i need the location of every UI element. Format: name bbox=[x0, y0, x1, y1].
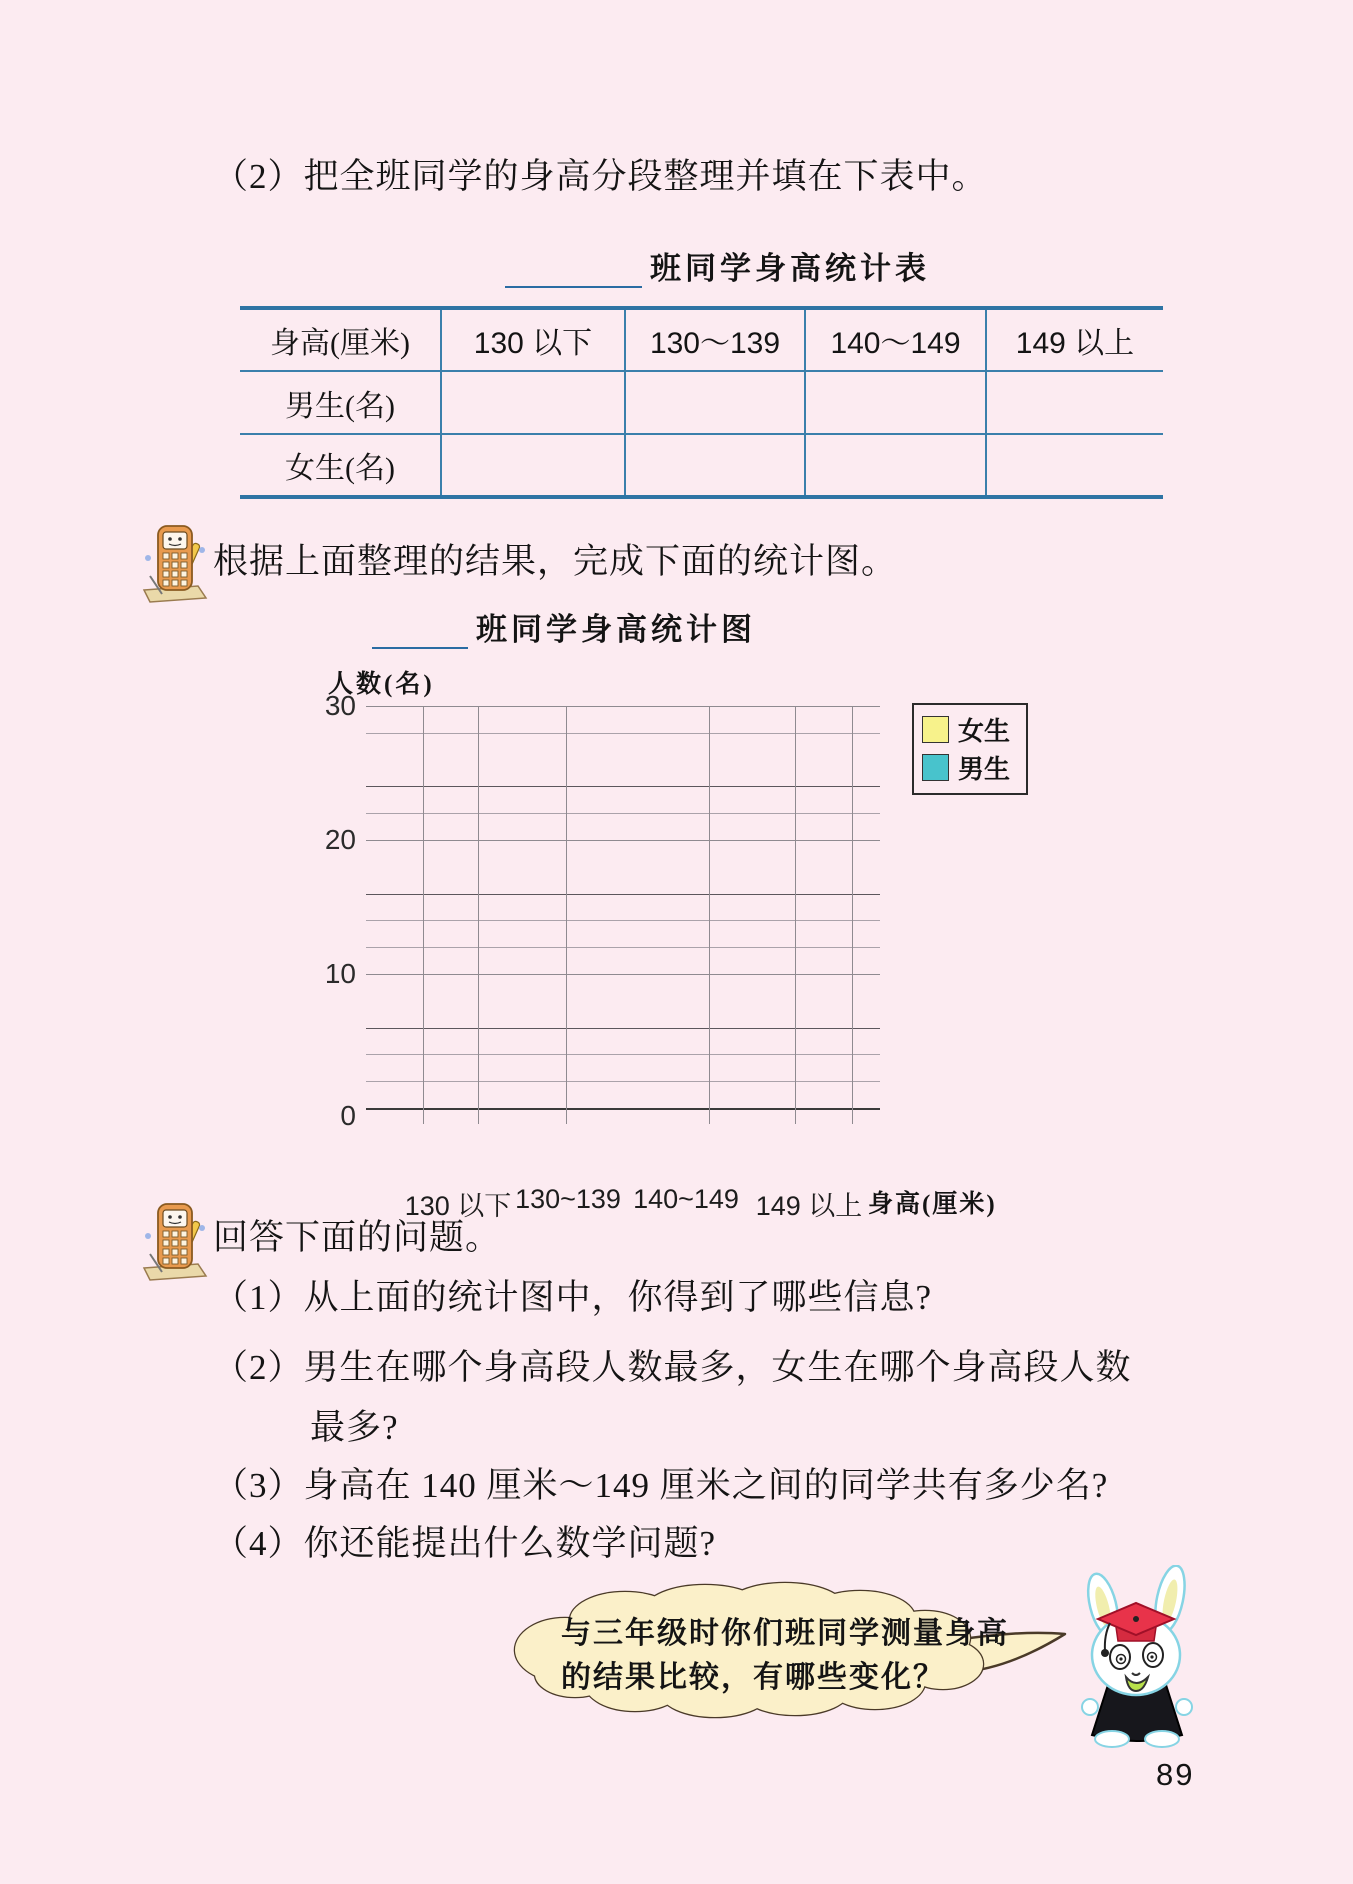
table-title: 班同学身高统计表 bbox=[650, 251, 930, 286]
bubble-text-line2: 的结果比较，有哪些变化？ bbox=[561, 1661, 945, 1694]
girls-cell-4[interactable] bbox=[987, 435, 1163, 495]
header-height: 身高(厘米) bbox=[240, 310, 442, 370]
height-statistics-table bbox=[240, 306, 1163, 499]
boys-cell-4[interactable] bbox=[987, 372, 1163, 433]
header-over149: 149 以上 bbox=[1015, 327, 1135, 360]
boys-cell-3[interactable] bbox=[806, 372, 987, 433]
chart-plot bbox=[324, 690, 880, 1221]
gridline-major bbox=[366, 974, 880, 975]
y-tick-label: 30 bbox=[324, 690, 356, 721]
row-label-boys: 男生(名) bbox=[240, 372, 442, 433]
chart-legend bbox=[912, 703, 1028, 795]
gridline-major bbox=[366, 840, 880, 841]
y-axis-label: 人数(名) bbox=[328, 671, 435, 698]
chart-title-block bbox=[372, 604, 756, 649]
legend-item-girls bbox=[922, 715, 1011, 746]
legend-label-girls: 女生 bbox=[958, 716, 1011, 746]
question-2-numbering: （2） bbox=[213, 1348, 304, 1387]
question-2-continuation: 最多? bbox=[310, 1408, 399, 1447]
question-4 bbox=[213, 1522, 716, 1566]
gridline-vertical bbox=[423, 706, 424, 1124]
table-title-blank[interactable] bbox=[505, 248, 642, 288]
question-1-numbering: （1） bbox=[213, 1278, 304, 1317]
chart-title-blank[interactable] bbox=[372, 613, 468, 649]
speech-bubble bbox=[505, 1578, 1085, 1723]
bubble-text-line1: 与三年级时你们班同学测量身高 bbox=[561, 1617, 1009, 1650]
table-row-boys bbox=[240, 370, 1163, 433]
x-category-label: 130 以下 bbox=[404, 1191, 512, 1221]
rabbit-graduate-mascot-icon bbox=[1048, 1565, 1238, 1750]
girls-color-swatch bbox=[922, 716, 949, 743]
x-category-label: 149 以上 bbox=[755, 1191, 863, 1221]
calculator-icon bbox=[140, 520, 212, 606]
y-tick-label: 20 bbox=[324, 824, 356, 855]
table-row-girls bbox=[240, 433, 1163, 495]
question-2 bbox=[213, 1346, 1132, 1390]
question-4-numbering: （4） bbox=[213, 1524, 304, 1563]
chart-title: 班同学身高统计图 bbox=[476, 612, 756, 647]
y-tick-label: 10 bbox=[324, 958, 356, 989]
task2-text: 把全班同学的身高分段整理并填在下表中。 bbox=[303, 157, 988, 196]
gridline-minor bbox=[366, 1081, 880, 1082]
question-3-numbering: （3） bbox=[213, 1466, 304, 1505]
gridline-minor bbox=[366, 813, 880, 814]
table-header-row bbox=[240, 310, 1163, 370]
table-title-block bbox=[505, 243, 930, 288]
girls-cell-1[interactable] bbox=[442, 435, 626, 495]
chart-instruction: 根据上面整理的结果，完成下面的统计图。 bbox=[213, 542, 898, 581]
gridline-minor bbox=[366, 894, 880, 895]
gridline-minor bbox=[366, 733, 880, 734]
gridline-minor bbox=[366, 1054, 880, 1055]
header-130-139: 130～139 bbox=[626, 310, 806, 370]
gridline-minor bbox=[366, 786, 880, 787]
row-label-girls: 女生(名) bbox=[240, 435, 442, 495]
y-tick-label: 0 bbox=[340, 1100, 356, 1131]
gridline-minor bbox=[366, 920, 880, 921]
height-bar-chart bbox=[280, 660, 1080, 1221]
question-3-text: 身高在 140 厘米～149 厘米之间的同学共有多少名? bbox=[303, 1466, 1109, 1505]
legend-item-boys bbox=[922, 753, 1011, 784]
gridline-vertical bbox=[478, 706, 479, 1124]
girls-cell-2[interactable] bbox=[626, 435, 806, 495]
legend-label-boys: 男生 bbox=[958, 754, 1011, 784]
gridline-vertical bbox=[566, 706, 567, 1124]
question-2-text: 男生在哪个身高段人数最多，女生在哪个身高段人数 bbox=[303, 1348, 1132, 1387]
gridline-major bbox=[366, 706, 880, 707]
x-category-label: 140~149 bbox=[633, 1184, 739, 1214]
calculator-icon bbox=[140, 1198, 212, 1284]
boys-color-swatch bbox=[922, 754, 949, 781]
task2-numbering: （2） bbox=[213, 157, 304, 196]
question-1 bbox=[213, 1276, 932, 1320]
gridline-minor bbox=[366, 947, 880, 948]
boys-cell-1[interactable] bbox=[442, 372, 626, 433]
gridline-vertical bbox=[795, 706, 796, 1124]
gridline-minor bbox=[366, 1028, 880, 1029]
gridline-vertical bbox=[852, 706, 853, 1124]
girls-cell-3[interactable] bbox=[806, 435, 987, 495]
gridline-vertical bbox=[709, 706, 710, 1124]
questions-intro: 回答下面的问题。 bbox=[213, 1218, 502, 1257]
boys-cell-2[interactable] bbox=[626, 372, 806, 433]
header-under130: 130 以下 bbox=[442, 310, 626, 370]
question-1-text: 从上面的统计图中，你得到了哪些信息? bbox=[303, 1278, 933, 1317]
header-140-149: 140～149 bbox=[806, 310, 987, 370]
page-number: 89 bbox=[1156, 1757, 1195, 1792]
task2-instruction bbox=[213, 155, 988, 199]
question-3 bbox=[213, 1464, 1108, 1508]
x-category-label: 130~139 bbox=[515, 1184, 621, 1214]
x-axis-label: 身高(厘米) bbox=[868, 1191, 997, 1218]
question-4-text: 你还能提出什么数学问题? bbox=[303, 1524, 717, 1563]
